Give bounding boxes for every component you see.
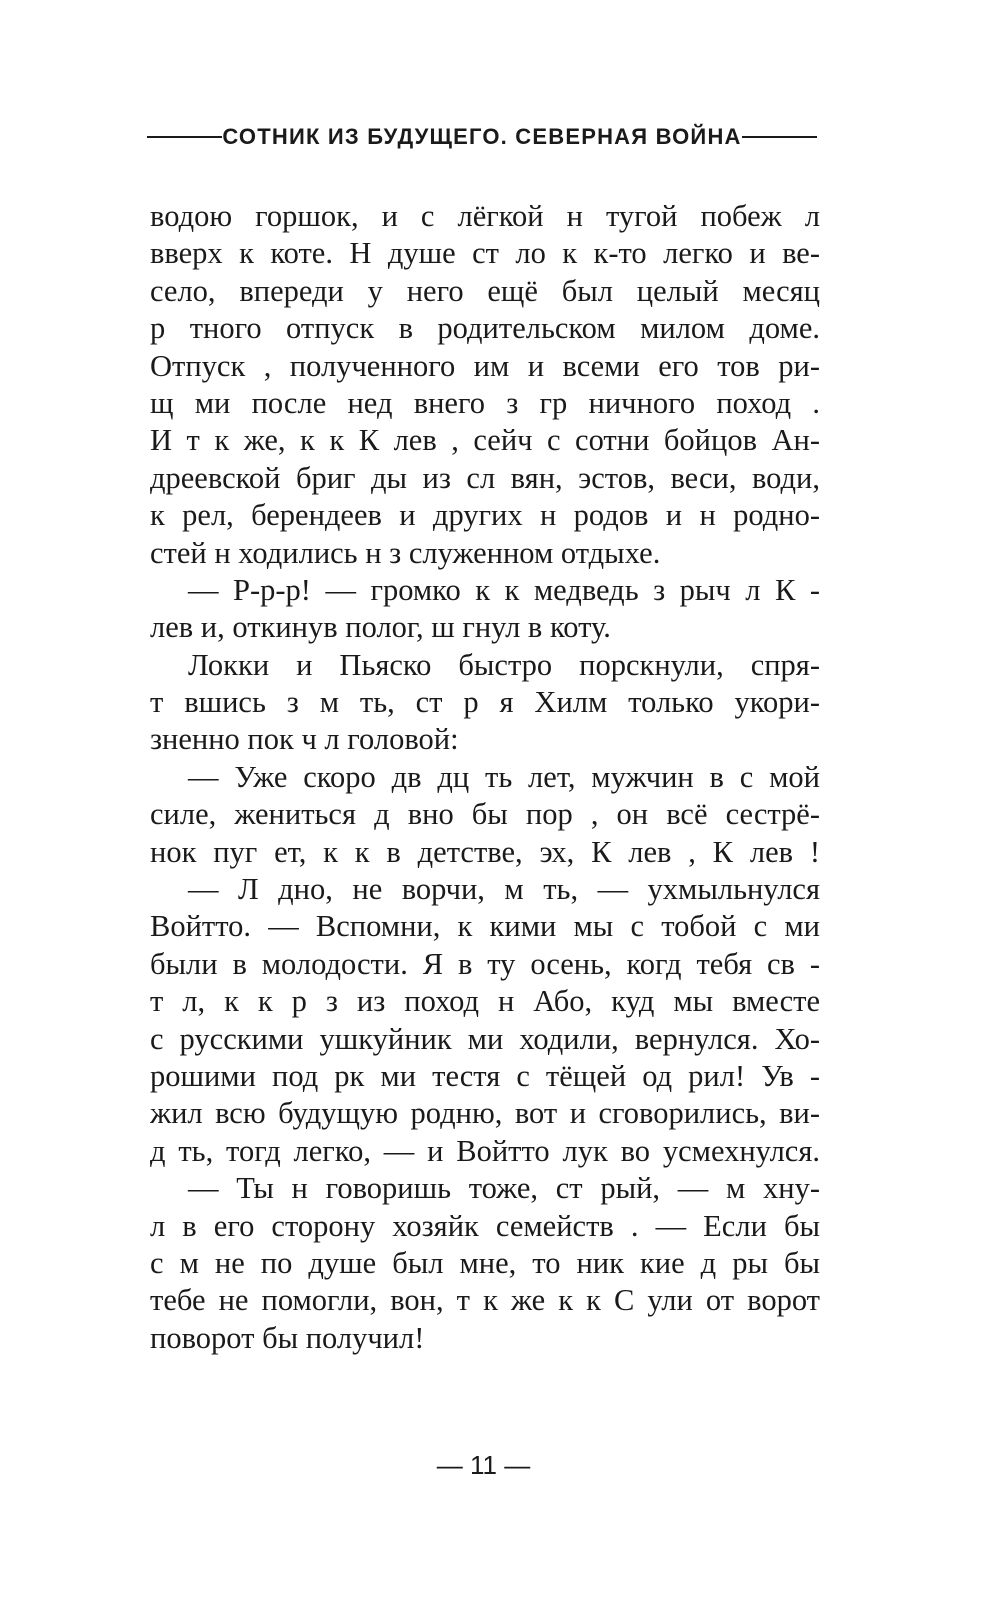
text-line: жил всю будущую родню, вот и сговорились, ви- bbox=[150, 1096, 820, 1131]
paragraph-first-line: Локки и Пьяско быстро порскнули, спря- bbox=[188, 647, 820, 682]
paragraph-first-line: — Уже скоро дв дц ть лет, мужчин в с мой bbox=[188, 759, 820, 794]
header-rule-right bbox=[742, 136, 817, 138]
text-line: стей н ходились н з служенном отдыхе. bbox=[150, 535, 661, 570]
text-line: И т к же, к к К лев , сейч с сотни бойцов Ан- bbox=[150, 423, 820, 458]
text-line: нок пуг ет, к к в детстве, эх, К лев , К лев ! bbox=[150, 834, 820, 869]
text-line: силе, жениться д вно бы пор , он всё сестрё- bbox=[150, 797, 820, 832]
text-line: водою горшок, и с лёгкой н тугой побеж л bbox=[150, 199, 820, 233]
body-text bbox=[150, 198, 820, 1357]
text-line: т л, к к р з из поход н Або, куд мы вместе bbox=[150, 984, 820, 1019]
text-line: были в молодости. Я в ту осень, когд тебя св - bbox=[150, 946, 820, 981]
text-line: р тного отпуск в родительском милом доме. bbox=[150, 311, 820, 346]
header-rule-left bbox=[147, 136, 222, 138]
text-line: рошими под рк ми тестя с тёщей од рил! Ув - bbox=[150, 1058, 820, 1093]
text-line: щ ми после нед внего з гр ничного поход . bbox=[150, 385, 820, 420]
text-line: к рел, берендеев и других н родов и н родно- bbox=[150, 498, 820, 533]
text-line: л в его сторону хозяйк семейств . — Если бы bbox=[150, 1208, 820, 1243]
paragraph-first-line: — Р-р-р! — громко к к медведь з рыч л К - bbox=[188, 572, 820, 607]
paragraph-first-line: — Л дно, не ворчи, м ть, — ухмыльнулся bbox=[188, 872, 820, 907]
text-line: тебе не помогли, вон, т к же к к С ули от ворот bbox=[150, 1283, 820, 1318]
text-line: лев и, откинув полог, ш гнул в коту. bbox=[150, 610, 611, 645]
text-line: село, впереди у него ещё был целый месяц bbox=[150, 273, 820, 308]
text-line: поворот бы получил! bbox=[150, 1320, 425, 1355]
text-line: с русскими ушкуйник ми ходили, вернулся. Хо- bbox=[150, 1021, 820, 1056]
running-title: СОТНИК ИЗ БУДУЩЕГО. СЕВЕРНАЯ ВОЙНА bbox=[222, 124, 742, 149]
text-line: т вшись з м ть, ст р я Хилм только укори- bbox=[150, 685, 820, 720]
text-line: Отпуск , полученного им и всеми его тов ри- bbox=[150, 348, 820, 383]
text-line: вверх к коте. Н душе ст ло к к-то легко и ве- bbox=[150, 236, 820, 271]
text-line: Войтто. — Вспомни, к кими мы с тобой с ми bbox=[150, 909, 820, 944]
text-line: д ть, тогд легко, — и Войтто лук во усмехнулся. bbox=[150, 1133, 820, 1168]
page-number: — 11 — bbox=[436, 1450, 531, 1480]
running-head bbox=[147, 122, 817, 152]
text-line: дреевской бриг ды из сл вян, эстов, веси, води, bbox=[150, 460, 820, 495]
text-line: зненно пок ч л головой: bbox=[150, 722, 459, 757]
text-line: с м не по душе был мне, то ник кие д ры бы bbox=[150, 1245, 820, 1280]
paragraph-first-line: — Ты н говоришь тоже, ст рый, — м хну- bbox=[188, 1171, 820, 1206]
